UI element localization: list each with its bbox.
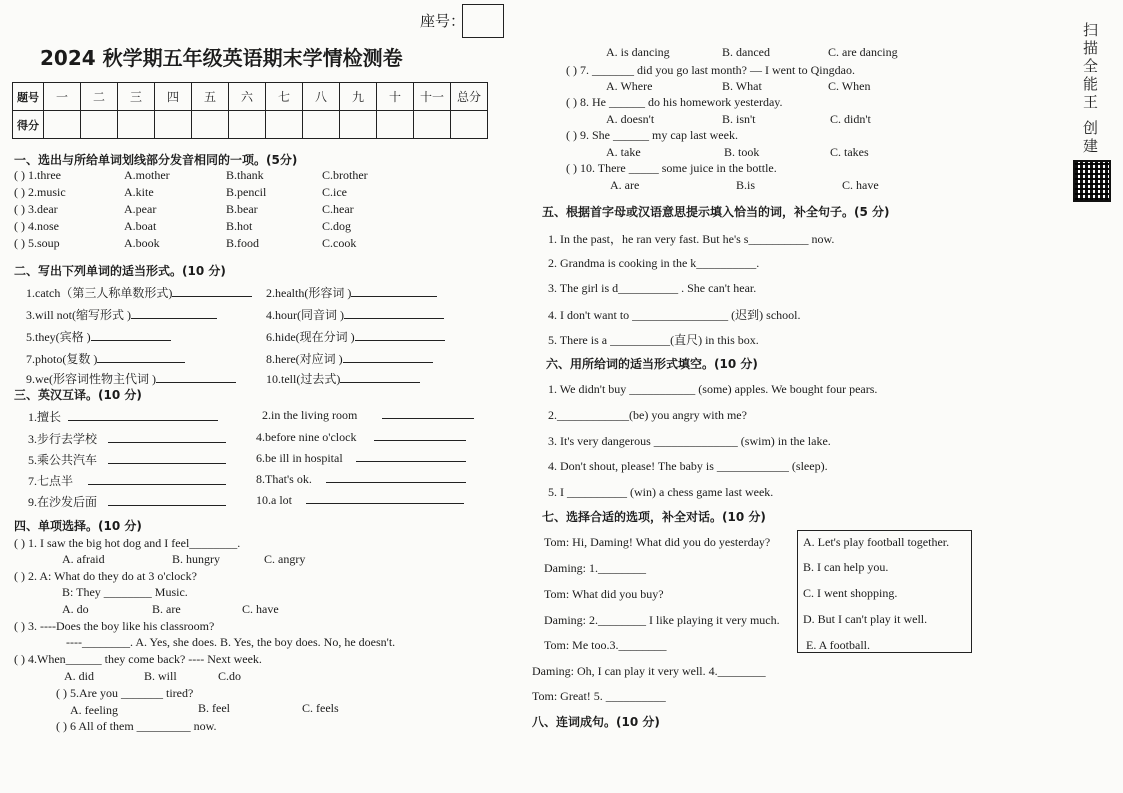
word-form-item: 3.will not(缩写形式 ): [26, 306, 217, 323]
option-c: C. When: [828, 79, 871, 93]
option-a: A. doesn't: [606, 112, 655, 126]
fill-item: 4. Don't shout, please! The baby is ____________ (sleep).: [548, 459, 828, 473]
option-a: A.mother: [124, 168, 170, 182]
score-cell[interactable]: [44, 111, 81, 139]
translate-item: 7.七点半: [28, 472, 226, 489]
answer-blank[interactable]: [131, 318, 217, 319]
dialog-option: B. I can help you.: [803, 560, 889, 574]
fill-item: 2. Grandma is cooking in the k__________.: [548, 256, 760, 270]
section-6-title: 六、用所给词的适当形式填空。(10 分): [546, 357, 758, 371]
score-cell[interactable]: [229, 111, 266, 139]
dialog-line: Tom: Me too.3.________: [544, 638, 667, 652]
word-form-item: 6.hide(现在分词 ): [266, 328, 445, 345]
word-form-item: 7.photo(复数 ): [26, 350, 185, 367]
score-table-header-row: [13, 83, 488, 111]
translate-item: 5.乘公共汽车: [28, 451, 226, 468]
option-b: B.food: [226, 236, 259, 250]
score-cell[interactable]: [340, 111, 377, 139]
answer-blank[interactable]: [343, 362, 433, 363]
dialog-line: Tom: Great! 5. __________: [532, 689, 666, 703]
option-c: C. have: [842, 178, 879, 192]
score-cell[interactable]: [155, 111, 192, 139]
option-b: B.hot: [226, 219, 253, 233]
option-c: C.brother: [322, 168, 368, 182]
option-b: B. took: [724, 145, 760, 159]
score-cell[interactable]: [414, 111, 451, 139]
mc-question: ( ) 7. _______ did you go last month? — I went to Qingdao.: [566, 63, 855, 77]
option-a: A.boat: [124, 219, 157, 233]
answer-blank[interactable]: [326, 482, 466, 483]
fill-item: 1. We didn't buy ___________ (some) apples. We bought four pears.: [548, 382, 878, 396]
dialog-line: Daming: 1.________: [544, 561, 646, 575]
section-3-title: 三、英汉互译。(10 分): [14, 388, 142, 402]
fill-item: 3. The girl is d__________ . She can't hear.: [548, 281, 757, 295]
table-cell: 八: [303, 83, 340, 111]
question-number: ( ) 4.nose: [14, 219, 59, 233]
score-cell[interactable]: [451, 111, 488, 139]
option-a: A. are: [610, 178, 640, 192]
option-a: A. do: [62, 602, 89, 616]
mc-question: ( ) 9. She ______ my cap last week.: [566, 128, 738, 142]
mc-question-line: ----________. A. Yes, she does. B. Yes, the boy does. No, he doesn't.: [66, 635, 396, 649]
dialog-line: Daming: 2.________ I like playing it very much.: [544, 613, 780, 627]
scanner-watermark-text: 扫描全能王 创建: [1081, 22, 1099, 156]
fill-item: 4. I don't want to ________________ (迟到) school.: [548, 308, 801, 322]
table-cell: 四: [155, 83, 192, 111]
translate-item: 3.步行去学校: [28, 430, 226, 447]
mc-question: ( ) 5.Are you _______ tired?: [56, 686, 194, 700]
fill-item: 5. I __________ (win) a chess game last week.: [548, 485, 774, 499]
fill-item: 5. There is a __________(直尺) in this box.: [548, 333, 759, 347]
word-form-item: 2.health(形容词 ): [266, 284, 437, 301]
table-cell: 十: [377, 83, 414, 111]
word-form-item: 9.we(形容词性物主代词 ): [26, 370, 236, 387]
score-cell[interactable]: [377, 111, 414, 139]
mc-question: ( ) 8. He ______ do his homework yesterday.: [566, 95, 783, 109]
answer-blank[interactable]: [306, 503, 464, 504]
score-cell[interactable]: [192, 111, 229, 139]
question-number: ( ) 2.music: [14, 185, 66, 199]
mc-question: ( ) 6 All of them _________ now.: [56, 719, 217, 733]
answer-blank[interactable]: [108, 442, 226, 443]
option-b: B.pencil: [226, 185, 267, 199]
table-cell: 五: [192, 83, 229, 111]
score-cell[interactable]: [81, 111, 118, 139]
mc-question: ( ) 4.When______ they come back? ---- Next week.: [14, 652, 262, 666]
answer-blank[interactable]: [91, 340, 171, 341]
question-number: ( ) 3.dear: [14, 202, 58, 216]
option-c: C. angry: [264, 552, 306, 566]
option-b: B.thank: [226, 168, 264, 182]
word-form-item: 5.they(宾格 ): [26, 328, 171, 345]
fill-item: 2.____________(be) you angry with me?: [548, 408, 747, 422]
exam-title: 2024 秋学期五年级英语期末学情检测卷: [40, 46, 403, 70]
mc-question: ( ) 3. ----Does the boy like his classroom?: [14, 619, 215, 633]
question-number: ( ) 1.three: [14, 168, 61, 182]
translate-item: 1.擅长: [28, 408, 218, 425]
answer-blank[interactable]: [340, 382, 420, 383]
translate-item: 2.in the living room: [262, 408, 474, 423]
mc-question: ( ) 1. I saw the big hot dog and I feel________.: [14, 536, 241, 550]
option-c: C. have: [242, 602, 279, 616]
word-form-item: 10.tell(过去式): [266, 370, 420, 387]
translate-item: 4.before nine o'clock: [256, 430, 466, 445]
answer-blank[interactable]: [374, 440, 466, 441]
score-cell[interactable]: [266, 111, 303, 139]
answer-blank[interactable]: [344, 318, 444, 319]
answer-blank[interactable]: [156, 382, 236, 383]
option-b: B. hungry: [172, 552, 220, 566]
answer-blank[interactable]: [68, 420, 218, 421]
translate-item: 6.be ill in hospital: [256, 451, 466, 466]
answer-blank[interactable]: [172, 296, 252, 297]
option-b: B.bear: [226, 202, 258, 216]
score-cell[interactable]: [118, 111, 155, 139]
word-form-item: 4.hour(同音词 ): [266, 306, 444, 323]
translate-item: 9.在沙发后面: [28, 493, 226, 510]
option-a: A. feeling: [70, 703, 118, 717]
section-7-title: 七、选择合适的选项，补全对话。(10 分): [542, 510, 766, 524]
option-a: A. did: [64, 669, 94, 683]
option-a: A.pear: [124, 202, 157, 216]
table-cell: 一: [44, 83, 81, 111]
mc-question: ( ) 10. There _____ some juice in the bottle.: [566, 161, 777, 175]
answer-blank[interactable]: [97, 362, 185, 363]
section-2-title: 二、写出下列单词的适当形式。(10 分): [14, 264, 226, 278]
option-a: A.book: [124, 236, 160, 250]
dialog-line: Tom: What did you buy?: [544, 587, 664, 601]
score-cell[interactable]: [303, 111, 340, 139]
table-cell: 十一: [414, 83, 451, 111]
dialog-line: Tom: Hi, Daming! What did you do yesterday?: [544, 535, 771, 549]
dialog-option: A. Let's play football together.: [803, 535, 950, 549]
table-cell: 七: [266, 83, 303, 111]
table-cell: 三: [118, 83, 155, 111]
answer-blank[interactable]: [351, 296, 437, 297]
option-c: C. didn't: [830, 112, 871, 126]
seat-number-box: [462, 4, 504, 38]
table-cell: 六: [229, 83, 266, 111]
option-a: A. is dancing: [606, 45, 670, 59]
mc-question-line: B: They ________ Music.: [62, 585, 188, 599]
section-1-title: 一、选出与所给单词划线部分发音相同的一项。(5分): [14, 153, 298, 167]
answer-blank[interactable]: [355, 340, 445, 341]
option-c: C.dog: [322, 219, 352, 233]
translate-item: 10.a lot: [256, 493, 464, 508]
table-cell: 九: [340, 83, 377, 111]
option-a: A. Where: [606, 79, 653, 93]
score-table-score-row: [13, 111, 488, 139]
answer-blank[interactable]: [382, 418, 474, 419]
section-5-title: 五、根据首字母或汉语意思提示填入恰当的词，补全句子。(5 分): [542, 205, 890, 219]
word-form-item: 1.catch（第三人称单数形式): [26, 284, 252, 301]
option-c: C. feels: [302, 701, 339, 715]
option-a: A. take: [606, 145, 641, 159]
table-cell: 题号: [13, 83, 44, 111]
option-b: B. What: [722, 79, 762, 93]
option-b: B. feel: [198, 701, 230, 715]
option-b: B. will: [144, 669, 177, 683]
option-c: C. are dancing: [828, 45, 898, 59]
word-form-item: 8.here(对应词 ): [266, 350, 433, 367]
score-table: [12, 82, 488, 139]
option-a: A.kite: [124, 185, 154, 199]
fill-item: 1. In the past，he ran very fast. But he's s__________ now.: [548, 232, 835, 246]
table-cell: 二: [81, 83, 118, 111]
dialog-option: E. A football.: [806, 638, 870, 652]
answer-blank[interactable]: [108, 505, 226, 506]
option-b: B.is: [736, 178, 756, 192]
table-cell: 得分: [13, 111, 44, 139]
fill-item: 3. It's very dangerous ______________ (swim) in the lake.: [548, 434, 831, 448]
mc-question: ( ) 2. A: What do they do at 3 o'clock?: [14, 569, 197, 583]
dialog-line: Daming: Oh, I can play it very well. 4.________: [532, 664, 766, 678]
option-b: B. danced: [722, 45, 770, 59]
option-b: B. isn't: [722, 112, 756, 126]
question-number: ( ) 5.soup: [14, 236, 60, 250]
seat-number-label: 座号：: [420, 14, 466, 30]
option-c: C.do: [218, 669, 242, 683]
section-8-title: 八、连词成句。(10 分): [532, 715, 660, 729]
dialog-option: D. But I can't play it well.: [803, 612, 928, 626]
answer-blank[interactable]: [88, 484, 226, 485]
option-c: C. takes: [830, 145, 869, 159]
option-a: A. afraid: [62, 552, 105, 566]
table-cell: 总分: [451, 83, 488, 111]
option-b: B. are: [152, 602, 181, 616]
answer-blank[interactable]: [356, 461, 466, 462]
answer-blank[interactable]: [108, 463, 226, 464]
dialog-option: C. I went shopping.: [803, 586, 898, 600]
option-c: C.ice: [322, 185, 347, 199]
option-c: C.hear: [322, 202, 354, 216]
qr-code-icon: [1073, 160, 1111, 202]
option-c: C.cook: [322, 236, 357, 250]
translate-item: 8.That's ok.: [256, 472, 466, 487]
section-4-title: 四、单项选择。(10 分): [14, 519, 142, 533]
